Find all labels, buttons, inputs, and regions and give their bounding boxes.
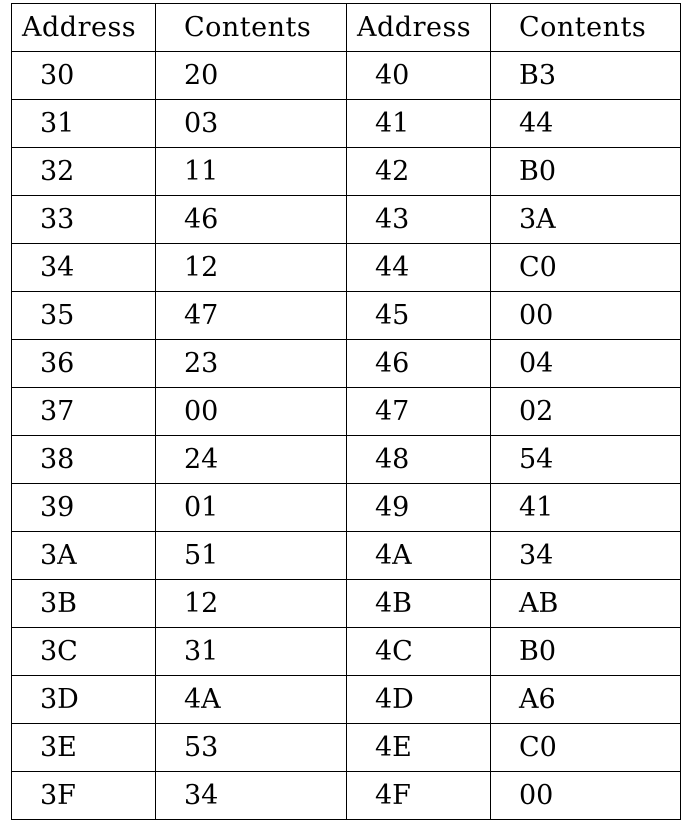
table-row xyxy=(12,100,681,148)
address-left-cell: 30 xyxy=(12,52,156,100)
address-right-cell: 44 xyxy=(347,244,491,292)
contents-left-cell: 53 xyxy=(156,724,347,772)
address-left-cell: 31 xyxy=(12,100,156,148)
table-body xyxy=(12,52,681,820)
address-right-cell: 41 xyxy=(347,100,491,148)
contents-left-cell: 11 xyxy=(156,148,347,196)
address-left-cell: 3F xyxy=(12,772,156,820)
contents-left-cell: 20 xyxy=(156,52,347,100)
address-right-cell: 4B xyxy=(347,580,491,628)
contents-right-cell: 3A xyxy=(491,196,681,244)
contents-right-cell: 44 xyxy=(491,100,681,148)
address-left-cell: 33 xyxy=(12,196,156,244)
header-address-left: Address xyxy=(12,4,156,52)
table-row xyxy=(12,388,681,436)
contents-left-cell: 01 xyxy=(156,484,347,532)
table-row xyxy=(12,340,681,388)
table-row xyxy=(12,724,681,772)
address-right-cell: 4C xyxy=(347,628,491,676)
header-address-right: Address xyxy=(347,4,491,52)
address-left-cell: 38 xyxy=(12,436,156,484)
contents-right-cell: 00 xyxy=(491,772,681,820)
address-right-cell: 4F xyxy=(347,772,491,820)
contents-right-cell: B0 xyxy=(491,148,681,196)
address-left-cell: 3B xyxy=(12,580,156,628)
header-row xyxy=(12,4,681,52)
address-left-cell: 3C xyxy=(12,628,156,676)
table-row xyxy=(12,676,681,724)
contents-left-cell: 12 xyxy=(156,580,347,628)
contents-right-cell: AB xyxy=(491,580,681,628)
address-left-cell: 3D xyxy=(12,676,156,724)
address-left-cell: 37 xyxy=(12,388,156,436)
address-right-cell: 4D xyxy=(347,676,491,724)
contents-left-cell: 00 xyxy=(156,388,347,436)
table-row xyxy=(12,484,681,532)
contents-left-cell: 51 xyxy=(156,532,347,580)
contents-left-cell: 31 xyxy=(156,628,347,676)
contents-left-cell: 12 xyxy=(156,244,347,292)
contents-right-cell: 04 xyxy=(491,340,681,388)
table-row xyxy=(12,772,681,820)
table-row xyxy=(12,52,681,100)
address-left-cell: 35 xyxy=(12,292,156,340)
contents-right-cell: C0 xyxy=(491,244,681,292)
table-header xyxy=(12,4,681,52)
table-row xyxy=(12,628,681,676)
contents-left-cell: 47 xyxy=(156,292,347,340)
header-contents-left: Contents xyxy=(156,4,347,52)
contents-right-cell: 02 xyxy=(491,388,681,436)
table-row xyxy=(12,196,681,244)
address-right-cell: 4E xyxy=(347,724,491,772)
header-contents-right: Contents xyxy=(491,4,681,52)
address-right-cell: 48 xyxy=(347,436,491,484)
contents-right-cell: B3 xyxy=(491,52,681,100)
table-row xyxy=(12,436,681,484)
table-row xyxy=(12,580,681,628)
contents-left-cell: 34 xyxy=(156,772,347,820)
address-left-cell: 34 xyxy=(12,244,156,292)
memory-table xyxy=(11,3,681,820)
contents-left-cell: 23 xyxy=(156,340,347,388)
table-row xyxy=(12,532,681,580)
contents-right-cell: 54 xyxy=(491,436,681,484)
address-left-cell: 39 xyxy=(12,484,156,532)
contents-right-cell: 41 xyxy=(491,484,681,532)
contents-right-cell: 00 xyxy=(491,292,681,340)
address-left-cell: 3E xyxy=(12,724,156,772)
contents-right-cell: A6 xyxy=(491,676,681,724)
address-right-cell: 45 xyxy=(347,292,491,340)
contents-right-cell: C0 xyxy=(491,724,681,772)
contents-right-cell: B0 xyxy=(491,628,681,676)
table-row xyxy=(12,148,681,196)
address-right-cell: 43 xyxy=(347,196,491,244)
address-right-cell: 42 xyxy=(347,148,491,196)
address-left-cell: 32 xyxy=(12,148,156,196)
contents-left-cell: 4A xyxy=(156,676,347,724)
address-left-cell: 36 xyxy=(12,340,156,388)
address-right-cell: 40 xyxy=(347,52,491,100)
contents-left-cell: 46 xyxy=(156,196,347,244)
address-right-cell: 46 xyxy=(347,340,491,388)
address-right-cell: 47 xyxy=(347,388,491,436)
address-right-cell: 4A xyxy=(347,532,491,580)
contents-right-cell: 34 xyxy=(491,532,681,580)
address-left-cell: 3A xyxy=(12,532,156,580)
table-row xyxy=(12,292,681,340)
address-right-cell: 49 xyxy=(347,484,491,532)
contents-left-cell: 03 xyxy=(156,100,347,148)
contents-left-cell: 24 xyxy=(156,436,347,484)
table-row xyxy=(12,244,681,292)
